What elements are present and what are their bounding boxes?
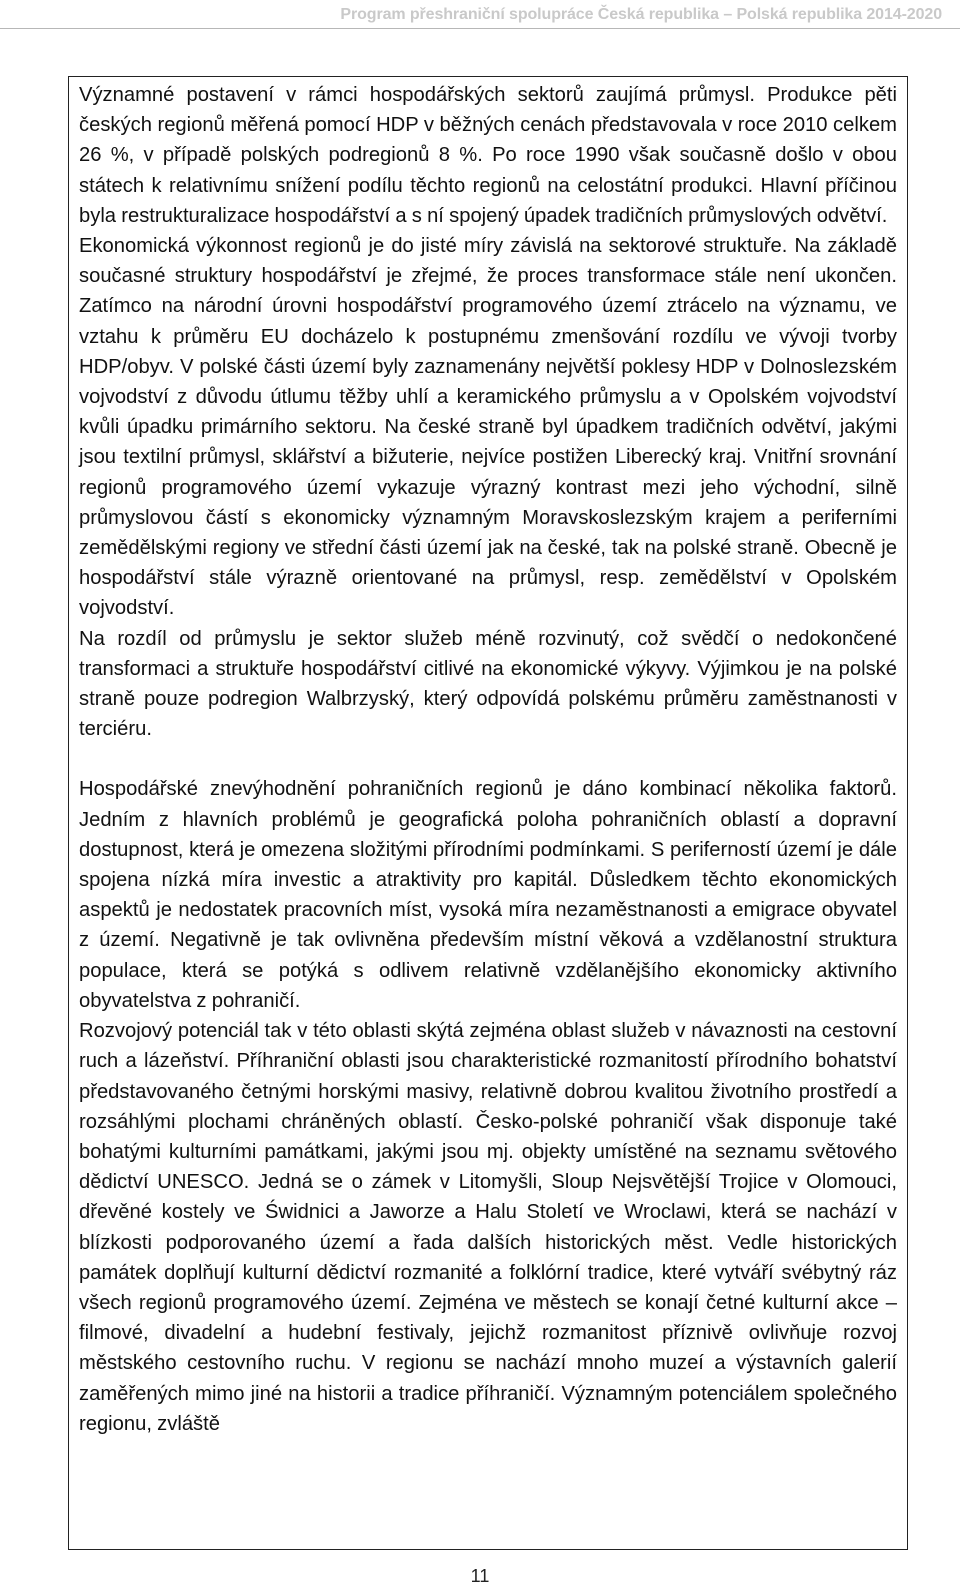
paragraph-development-potential: Rozvojový potenciál tak v této oblasti skýtá zejména oblast služeb v návaznosti na cestovní ruch a lázeňství. Příhraniční oblasti jsou charakteristické rozmanitostí přírodního bohatství představovaného četnými horskými masivy, relativně dobrou kvalitou životního prostředí a rozsáhlými plochami chráněných oblastí. Česko-polské pohraničí však disponuje také bohatými kulturními památkami, jakými jsou mj. objekty umístěné na seznamu světového dědictví UNESCO. Jedná se o zámek v Litomyšli, Sloup Nejsvětější Trojice v Olomouci, dřevěné kostely ve Świdnici a Jaworze a Halu Století ve Wroclawi, která se nachází v blízkosti podporovaného území a řada dalších historických měst. Vedle historických památek doplňují kulturní dědictví rozmanité a folklórní tradice, které vytváří svébytný ráz všech regionů programového území. Zejména ve městech se konají četné kulturní akce – filmové, divadelní a hudební festivaly, jejichž rozmanitost příznivě ovlivňuje rozvoj městského cestovního ruchu. V regionu se nachází mnoho muzeí a výstavních galerií zaměřených mimo jiné na historii a tradice příhraničí. Významným potenciálem společného regionu, zvláště — [79, 1020, 897, 1435]
paragraph-disadvantage: Hospodářské znevýhodnění pohraničních regionů je dáno kombinací několika faktorů. Jedním z hlavních problémů je geografická poloha pohraničních oblastí a dopravní dostupnost, která je omezena složitými přírodními podmínkami. S periferností území je dále spojena nízká míra investic a atraktivity pro kapitál. Důsledkem těchto ekonomických aspektů je nedostatek pracovních míst, vysoká míra nezaměstnanosti a emigrace obyvatel z území. Negativně je tak ovlivněna především místní věková a vzdělanostní struktura populace, která se potýká s odlivem relativně vzdělanějšího ekonomicky aktivního obyvatelstva z pohraničí. — [79, 778, 897, 1012]
paragraph-spacer — [79, 744, 897, 774]
paragraph-economic-performance: Ekonomická výkonnost regionů je do jisté míry závislá na sektorové struktuře. Na základě současné struktury hospodářství je zřejmé, že proces transformace stále není ukončen. Zatímco na národní úrovni hospodářství programového území ztrácelo na významu, ve vztahu k průměru EU docházelo k postupnému zmenšování rozdílu ve vývoji tvorby HDP/obyv. V polské části území byly zaznamenány největší poklesy HDP v Dolnoslezském vojvodství z důvodu útlumu těžby uhlí a keramického průmyslu a v Opolském vojvodství kvůli úpadku primárního sektoru. Na české straně byl úpadkem tradičních odvětví, jakými jsou textilní průmysl, sklářství a bižuterie, nejvíce postižen Liberecký kraj. Vnitřní srovnání regionů programového území vykazuje výrazný kontrast mezi jeho východní, silně průmyslovou částí s ekonomicky významným Moravskoslezským krajem a periferními zemědělskými regiony ve střední části území jak na české, tak na polské straně. Obecně je hospodářství stále výrazně orientované na průmysl, resp. zemědělství v Opolském vojvodství. — [79, 235, 897, 620]
paragraph-services-sector: Na rozdíl od průmyslu je sektor služeb méně rozvinutý, což svědčí o nedokončené transformaci a struktuře hospodářství citlivé na ekonomické výkyvy. Výjimkou je na polské straně pouze podregion Walbrzyský, který odpovídá polskému průměru zaměstnanosti v terciéru. — [79, 627, 897, 741]
page-header — [0, 6, 960, 29]
paragraph-industry: Významné postavení v rámci hospodářských sektorů zaujímá průmysl. Produkce pěti českých regionů měřená pomocí HDP v běžných cenách představovala v roce 2010 celkem 26 %, v případě polských podregionů 8 %. Po roce 1990 však současně došlo v obou státech k relativnímu snížení podílu těchto regionů na celostátní produkci. Hlavní příčinou byla restrukturalizace hospodářství a s ní spojený úpadek tradičních průmyslových odvětví. — [79, 84, 897, 227]
header-title: Program přeshraniční spolupráce Česká republika – Polská republika 2014-2020 — [340, 6, 942, 23]
text-frame — [68, 76, 908, 1550]
page-number: 11 — [470, 1566, 490, 1586]
